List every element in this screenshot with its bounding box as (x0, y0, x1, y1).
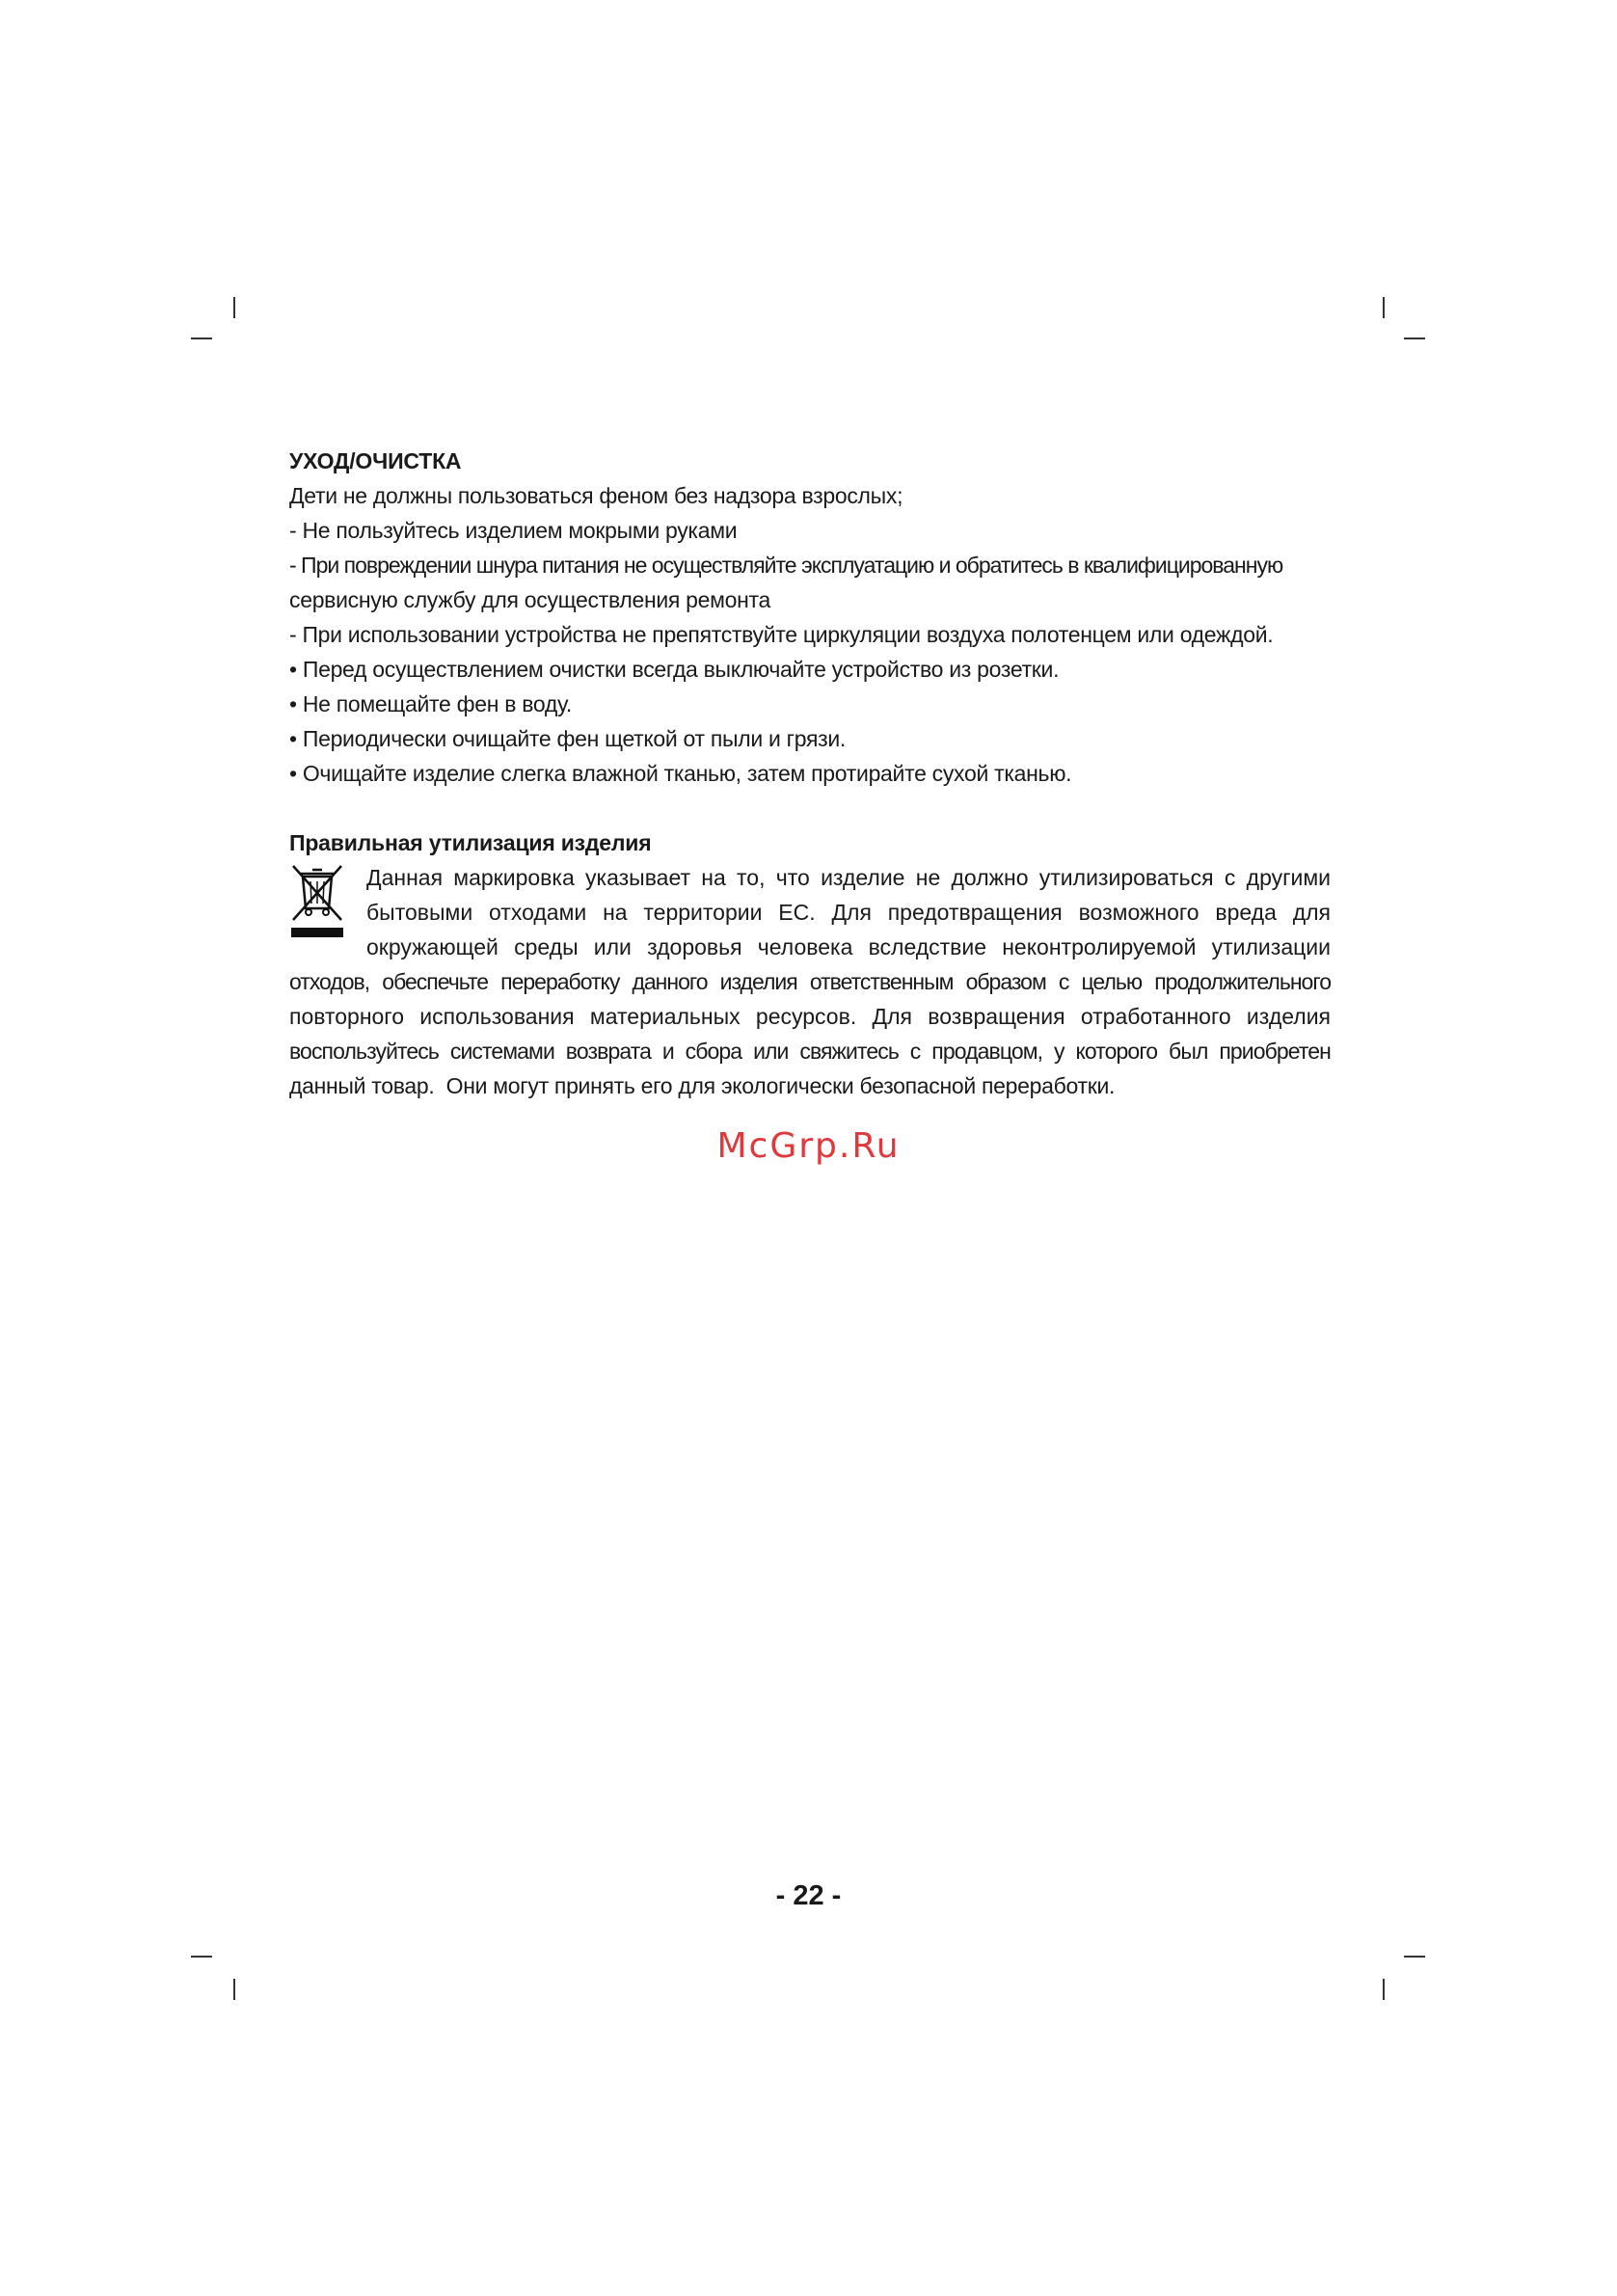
watermark: McGrp.Ru (716, 1126, 901, 1166)
care-line: - При использовании устройства не препятствуйте циркуляции воздуха полотенцем или одеждой. (289, 622, 1274, 647)
care-bullet: • Не помещайте фен в воду. (289, 691, 572, 716)
care-bullet: • Очищайте изделие слегка влажной тканью, затем протирайте сухой тканью. (289, 761, 1072, 786)
crossed-out-wheelie-bin-icon (289, 864, 345, 939)
disposal-line: Данная маркировка указывает на то, что изделие не должно утилизироваться с другими (366, 865, 1331, 890)
crop-mark-top-left-vertical (233, 297, 235, 318)
crop-mark-bottom-left-vertical (233, 1979, 235, 2000)
crop-mark-top-left-horizontal (191, 338, 212, 339)
crop-mark-bottom-right-vertical (1383, 1979, 1385, 2000)
page-number: - 22 - (775, 1880, 842, 1911)
crop-mark-bottom-right-horizontal (1404, 1956, 1425, 1958)
care-line: - При повреждении шнура питания не осуществляйте эксплуатацию и обратитесь в квалифицированную (289, 553, 1283, 578)
disposal-section (289, 825, 1331, 1103)
care-heading: УХОД/ОЧИСТКА (289, 448, 462, 473)
disposal-line: данный товар. Они могут принять его для экологически безопасной переработки. (289, 1073, 1116, 1098)
crop-mark-top-right-vertical (1383, 297, 1385, 318)
disposal-line: бытовыми отходами на территории ЕС. Для предотвращения возможного вреда для (366, 900, 1331, 925)
care-bullet: • Периодически очищайте фен щеткой от пыли и грязи. (289, 726, 847, 751)
care-line: - Не пользуйтесь изделием мокрыми руками (289, 518, 738, 543)
crop-mark-top-right-horizontal (1404, 338, 1425, 339)
crop-mark-bottom-left-horizontal (191, 1956, 212, 1958)
section-spacer (289, 791, 1331, 825)
page-content (289, 444, 1331, 1103)
disposal-heading: Правильная утилизация изделия (289, 830, 652, 855)
care-bullet: • Перед осуществлением очистки всегда выключайте устройство из розетки. (289, 657, 1060, 682)
disposal-line: отходов, обеспечьте переработку данного изделия ответственным образом с целью продолжительного (289, 969, 1331, 994)
disposal-line: воспользуйтесь системами возврата и сбора или свяжитесь с продавцом, у которого был приобретен (289, 1039, 1331, 1064)
disposal-line: окружающей среды или здоровья человека вследствие неконтролируемой утилизации (366, 934, 1331, 959)
care-line: сервисную службу для осуществления ремонта (289, 587, 770, 612)
disposal-body (289, 860, 1331, 1103)
care-line: Дети не должны пользоваться феном без надзора взрослых; (289, 483, 903, 508)
disposal-line: повторного использования материальных ресурсов. Для возвращения отработанного изделия (289, 1004, 1331, 1029)
care-section (289, 444, 1331, 791)
